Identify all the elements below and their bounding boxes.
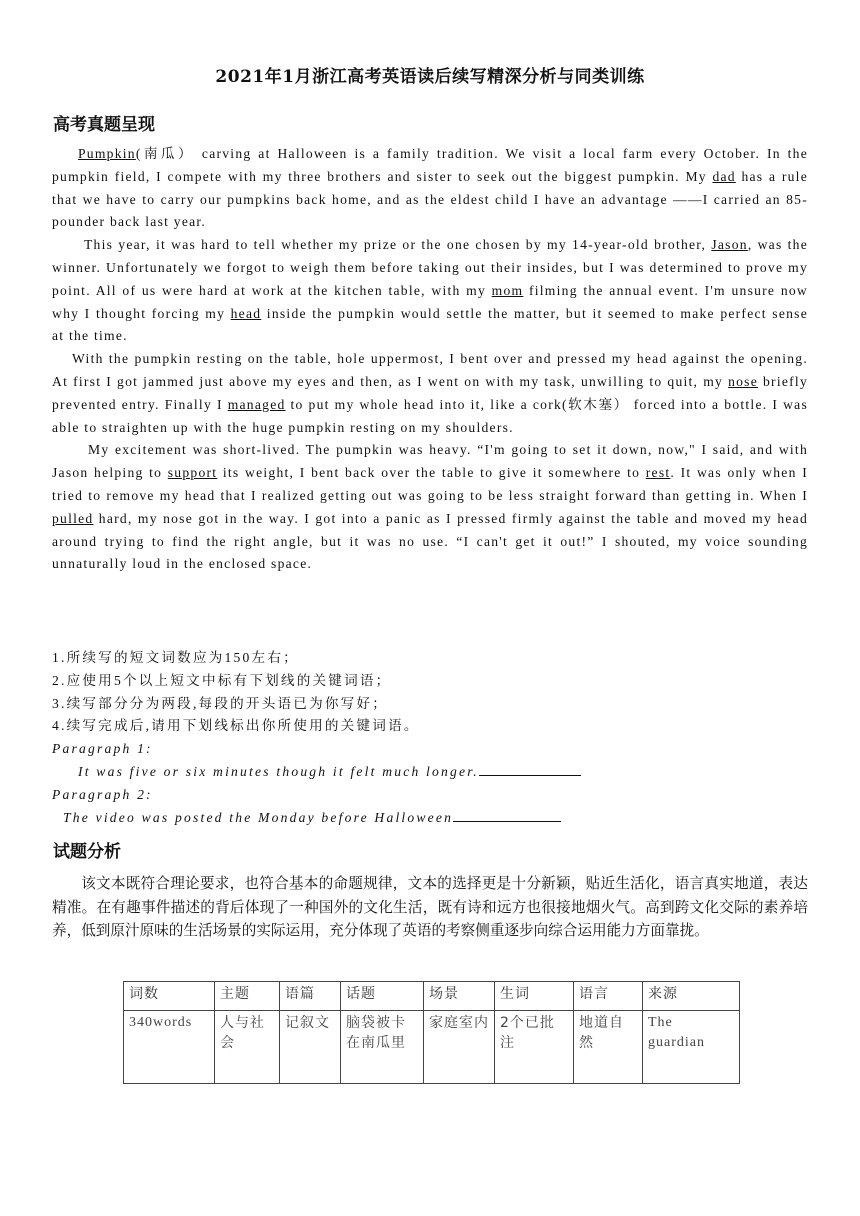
answer-blank bbox=[479, 761, 581, 776]
gloss-pumpkin: (南瓜） bbox=[135, 146, 196, 161]
table-header-cell: 词数 bbox=[124, 982, 215, 1011]
table-cell: The guardian bbox=[643, 1011, 740, 1084]
requirement-item: 4.续写完成后,请用下划线标出你所使用的关键词语。 bbox=[52, 718, 420, 734]
passage-info-table bbox=[123, 981, 740, 1084]
table-header-cell: 语篇 bbox=[280, 982, 341, 1011]
answer-blank bbox=[453, 807, 561, 822]
paragraph2-label: Paragraph 2: bbox=[52, 786, 153, 802]
gloss-cork: (软木塞） bbox=[562, 396, 629, 412]
passage-paragraph-2: This year, it was hard to tell whether my prize or the one chosen by my 14-year-old brother, Jason, was the winner. Unfortunately we forgot to weigh them before taking out their insides, but I was determined to prove my point. All of us were hard at work at the kitchen table, with my mom filming the annual event. I'm unsure now why I thought forcing my head inside the pumpkin would settle the matter, but it seemed to make perfect sense at the time. bbox=[52, 237, 808, 344]
keyword-dad: dad bbox=[712, 168, 736, 184]
keyword-support: support bbox=[167, 465, 218, 481]
requirement-item: 1.所续写的短文词数应为150左右； bbox=[52, 650, 299, 665]
table-header-cell: 话题 bbox=[341, 982, 424, 1011]
passage-paragraph-4: My excitement was short-lived. The pumpkin was heavy. “I'm going to set it down, now," I said, and with Jason helping to support its weight, I bent back over the table to give it somewhere to rest. It was only when I tried to remove my head that I realized getting out was going to be less straight forward than getting in. When I pulled hard, my nose got in the way. I got into a panic as I pressed firmly against the table and moved my head around trying to find the right angle, but it was no use. “I can't get it out!” I shouted, my voice sounding unnaturally loud in the enclosed space. bbox=[52, 442, 808, 572]
keyword-jason: Jason bbox=[711, 237, 748, 253]
paragraph1-label: Paragraph 1: bbox=[52, 741, 153, 757]
table-cell: 2个已批注 bbox=[495, 1011, 574, 1084]
table-cell: 地道自然 bbox=[574, 1011, 643, 1084]
table-cell: 家庭室内 bbox=[424, 1011, 495, 1084]
exam-passage bbox=[52, 143, 808, 576]
requirement-item: 2.应使用5个以上短文中标有下划线的关键词语； bbox=[52, 672, 392, 688]
table-header-cell: 场景 bbox=[424, 982, 495, 1011]
passage-paragraph-3: With the pumpkin resting on the table, hole uppermost, I bent over and pressed my head against the opening. At first I got jammed just above my eyes and then, as I went on with my task, unwilling to quit, my nose briefly prevented entry. Finally I managed to put my whole head into it, like a cork(软木塞） forced into a bottle. I was able to straighten up with the huge pumpkin resting on my shoulders. bbox=[52, 351, 808, 435]
table-row bbox=[124, 1011, 740, 1084]
table-header-row bbox=[124, 982, 740, 1011]
paragraph1-start: It was five or six minutes though it felt much longer. bbox=[52, 761, 812, 784]
keyword-nose: nose bbox=[728, 373, 758, 389]
table-header-cell: 语言 bbox=[574, 982, 643, 1011]
analysis-text: 该文本既符合理论要求，也符合基本的命题规律，文本的选择更是十分新颖，贴近生活化，语言真实地道，表达精准。在有趣事件描述的背后体现了一种国外的文化生活，既有诗和远方也很接地烟火气。高到跨文化交际的素养培养，低到原汁原味的生活场景的实际运用，充分体现了英语的考察侧重逐步向综合运用能力方面靠拢。 bbox=[52, 875, 808, 939]
keyword-rest: rest bbox=[645, 465, 671, 481]
table-cell: 脑袋被卡在南瓜里 bbox=[341, 1011, 424, 1084]
table-cell: 记叙文 bbox=[280, 1011, 341, 1084]
page-title: 2021年1月浙江高考英语读后续写精深分析与同类训练 bbox=[215, 67, 645, 87]
table-header-cell: 来源 bbox=[643, 982, 740, 1011]
keyword-pulled: pulled bbox=[52, 510, 94, 526]
paragraph2-start: The video was posted the Monday before Halloween bbox=[52, 807, 812, 830]
table-header-cell: 主题 bbox=[215, 982, 280, 1011]
keyword-pumpkin: Pumpkin bbox=[78, 146, 136, 161]
table-header-cell: 生词 bbox=[495, 982, 574, 1011]
requirement-item: 3.续写部分分为两段,每段的开头语已为你写好； bbox=[52, 695, 389, 711]
table-cell: 人与社会 bbox=[215, 1011, 280, 1084]
passage-paragraph-1: Pumpkin(南瓜） carving at Halloween is a family tradition. We visit a local farm every October. In the pumpkin field, I compete with my three brothers and sister to seek out the biggest pumpkin. My dad has a rule that we have to carry our pumpkins back home, and as the eldest child I have an advantage ——I carried an 85-pounder back last year. bbox=[52, 146, 808, 230]
section-heading-exam: 高考真题呈现 bbox=[53, 115, 155, 135]
keyword-mom: mom bbox=[491, 282, 524, 298]
table-cell: 340words bbox=[124, 1011, 215, 1084]
writing-requirements bbox=[52, 647, 812, 829]
keyword-managed: managed bbox=[227, 396, 286, 412]
section-heading-analysis: 试题分析 bbox=[53, 842, 121, 862]
keyword-head: head bbox=[230, 305, 262, 321]
